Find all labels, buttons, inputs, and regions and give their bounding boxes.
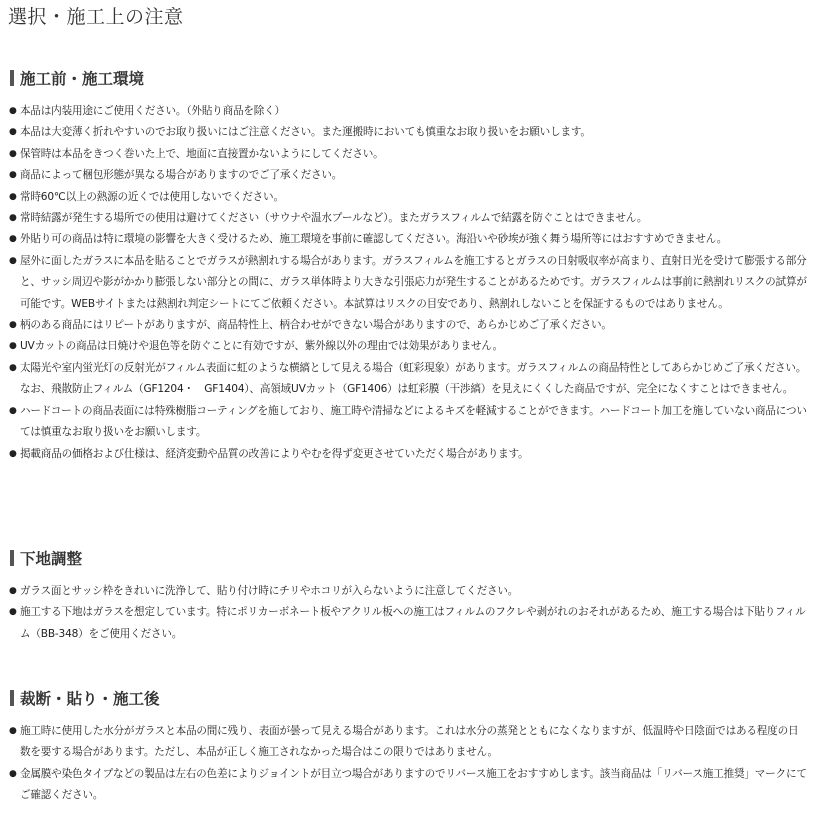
heading-bar-icon xyxy=(10,690,14,706)
list-item: ● 屋外に面したガラスに本品を貼ることでガラスが熱割れする場合があります。ガラスフィルムを施工するとガラスの日射吸収率が高まり、直射日光を受けて膨張する部分と、サッシ周辺や影がかかり膨張しない部分との間に、ガラス単体時より大きな引張応力が発生することがあるためです。ガラスフィルムは事前に熱割れリスクの試算が可能です。WEBサイトまたは熱割れ判定シートにてご依頼ください。本試算はリスクの目安であり、熱割れしないことを保証するものではありません。 xyxy=(8,251,808,315)
bullet-icon: ● xyxy=(9,255,17,266)
list-item: ● 常時60℃以上の熱源の近くでは使用しないでください。 xyxy=(8,187,808,208)
bullet-icon: ● xyxy=(9,148,17,159)
bullet-icon: ● xyxy=(9,405,17,416)
list-item: ● 太陽光や室内蛍光灯の反射光がフィルム表面に虹のような横縞として見える場合（虹彩現象）があります。ガラスフィルムの商品特性としてあらかじめご了承ください。なお、飛散防止フィルム（GF1204・ GF1404）、高領域UVカット（GF1406）は虹彩膜（干渉縞）を見えにくくした商品ですが、完全になくすことはできません。 xyxy=(8,358,808,401)
notice-list xyxy=(8,721,808,807)
list-item: ● 施工する下地はガラスを想定しています。特にポリカーボネート板やアクリル板への施工はフィルムのフクレや剥がれのおそれがあるため、施工する場合は下貼りフィルム（BB-348）をご使用ください。 xyxy=(8,602,808,645)
list-item: ● ガラス面とサッシ枠をきれいに洗浄して、貼り付け時にチリやホコリが入らないように注意してください。 xyxy=(8,581,808,602)
list-item: ● 本品は大変薄く折れやすいのでお取り扱いにはご注意ください。また運搬時においても慎重なお取り扱いをお願いします。 xyxy=(8,122,808,143)
notice-list xyxy=(8,101,808,465)
notice-list xyxy=(8,581,808,645)
list-item: ● 金属膜や染色タイプなどの製品は左右の色差によりジョイントが目立つ場合がありますのでリバース施工をおすすめします。該当商品は「リバース施工推奨」マークにてご確認ください。 xyxy=(8,764,808,807)
bullet-icon: ● xyxy=(9,213,17,224)
list-item: ● 保管時は本品をきつく巻いた上で、地面に直接置かないようにしてください。 xyxy=(8,144,808,165)
list-item: ● UVカットの商品は日焼けや退色等を防ぐことに有効ですが、紫外線以外の理由では効果がありません。 xyxy=(8,336,808,357)
section-heading-text: 裁断・貼り・施工後 xyxy=(20,690,160,708)
section-surface-preparation xyxy=(8,548,808,645)
list-item: ● 外貼り可の商品は特に環境の影響を大きく受けるため、施工環境を事前に確認してください。海沿いや砂埃が強く舞う場所等にはおすすめできません。 xyxy=(8,229,808,250)
section-heading-text: 下地調整 xyxy=(20,550,83,568)
list-item: ● 掲載商品の価格および仕様は、経済変動や品質の改善によりやむを得ず変更させていただく場合があります。 xyxy=(8,444,808,465)
section-heading-text: 施工前・施工環境 xyxy=(20,70,145,88)
section-heading xyxy=(8,68,808,88)
bullet-icon: ● xyxy=(9,234,17,245)
heading-bar-icon xyxy=(10,550,14,566)
page-title: 選択・施工上の注意 xyxy=(8,6,184,28)
bullet-icon: ● xyxy=(9,191,17,202)
section-cutting-application xyxy=(8,688,808,807)
bullet-icon: ● xyxy=(9,586,17,596)
bullet-icon: ● xyxy=(9,127,17,138)
section-heading xyxy=(8,688,808,708)
bullet-icon: ● xyxy=(9,170,17,181)
bullet-icon: ● xyxy=(9,341,17,352)
bullet-icon: ● xyxy=(9,768,17,779)
bullet-icon: ● xyxy=(9,448,17,459)
bullet-icon: ● xyxy=(9,106,17,116)
list-item: ● 本品は内装用途にご使用ください。（外貼り商品を除く） xyxy=(8,101,808,122)
section-heading xyxy=(8,548,808,568)
list-item: ● 商品によって梱包形態が異なる場合がありますのでご了承ください。 xyxy=(8,165,808,186)
list-item: ● ハードコートの商品表面には特殊樹脂コーティングを施しており、施工時や清掃などによるキズを軽減することができます。ハードコート加工を施していない商品については慎重なお取り扱いをお願いします。 xyxy=(8,401,808,444)
bullet-icon: ● xyxy=(9,607,17,618)
heading-bar-icon xyxy=(10,70,14,86)
list-item: ● 施工時に使用した水分がガラスと本品の間に残り、表面が曇って見える場合があります。これは水分の蒸発とともになくなりますが、低温時や日陰面ではある程度の日数を要する場合があります。ただし、本品が正しく施工されなかった場合はこの限りではありません。 xyxy=(8,721,808,764)
bullet-icon: ● xyxy=(9,726,17,736)
list-item: ● 常時結露が発生する場所での使用は避けてください（サウナや温水プールなど）。またガラスフィルムで結露を防ぐことはできません。 xyxy=(8,208,808,229)
bullet-icon: ● xyxy=(9,320,17,331)
bullet-icon: ● xyxy=(9,362,17,373)
section-pre-installation xyxy=(8,68,808,465)
list-item: ● 柄のある商品にはリピートがありますが、商品特性上、柄合わせができない場合がありますので、あらかじめご了承ください。 xyxy=(8,315,808,336)
